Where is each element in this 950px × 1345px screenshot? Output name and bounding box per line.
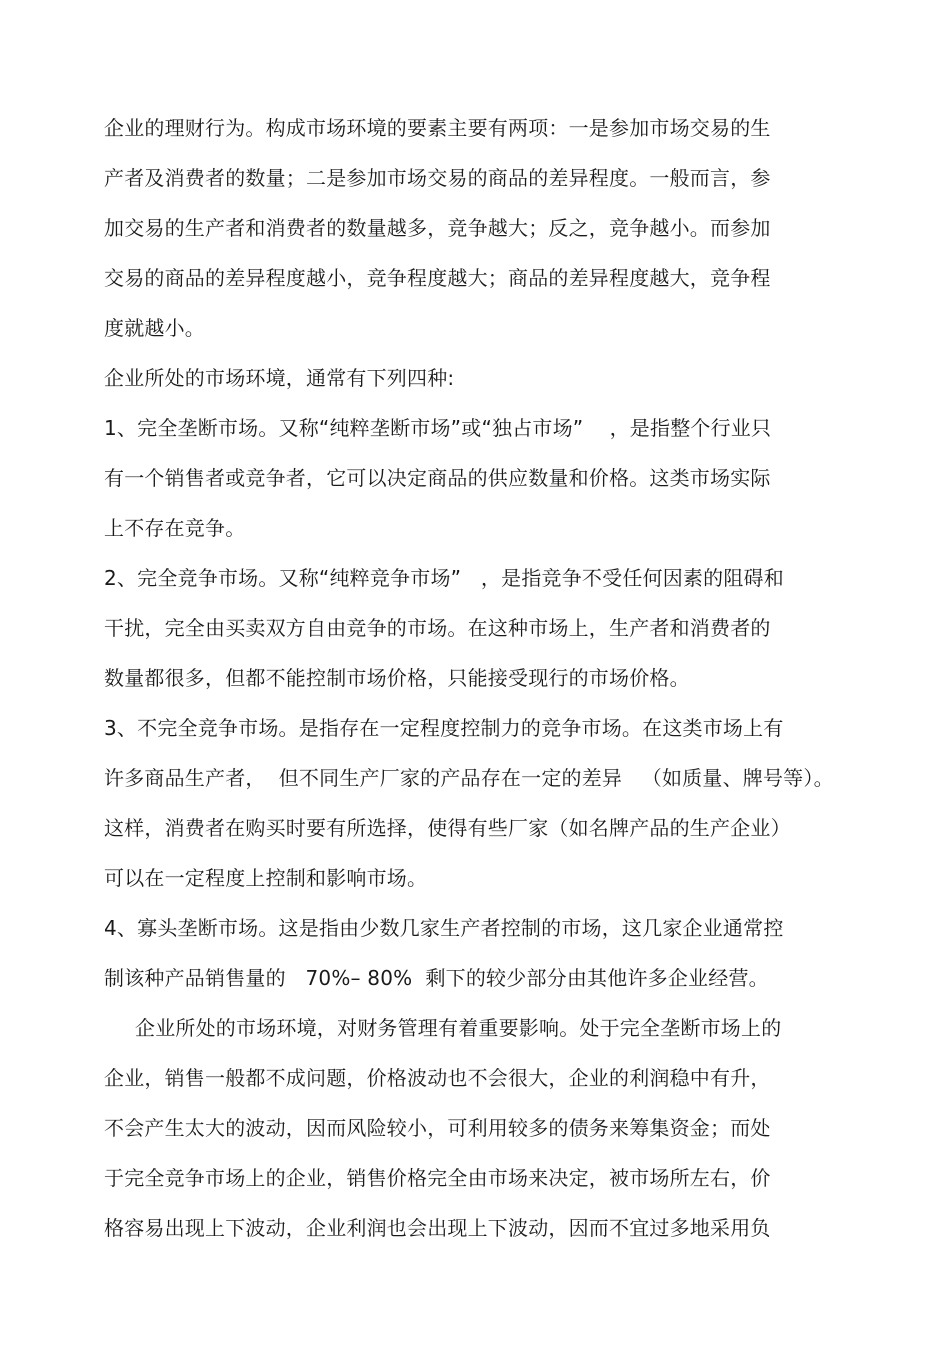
text-line: 企业所处的市场环境，对财务管理有着重要影响。处于完全垄断市场上的 bbox=[135, 1016, 782, 1040]
text-line: 交易的商品的差异程度越小，竞争程度越大；商品的差异程度越大，竞争程 bbox=[104, 266, 771, 290]
text-line: 数量都很多，但都不能控制市场价格，只能接受现行的市场价格。 bbox=[104, 666, 690, 690]
text-line: 有一个销售者或竞争者，它可以决定商品的供应数量和价格。这类市场实际 bbox=[104, 466, 771, 490]
text-line: 不会产生太大的波动，因而风险较小，可利用较多的债务来筹集资金；而处 bbox=[104, 1116, 771, 1140]
text-line: 企业，销售一般都不成问题，价格波动也不会很大，企业的利润稳中有升， bbox=[104, 1066, 771, 1090]
text-line: 企业所处的市场环境，通常有下列四种: bbox=[104, 366, 455, 390]
text-line: 这样，消费者在购买时要有所选择，使得有些厂家（如名牌产品的生产企业） bbox=[104, 816, 791, 840]
text-line: 格容易出现上下波动，企业利润也会出现上下波动，因而不宜过多地采用负 bbox=[104, 1216, 771, 1240]
text-line: 可以在一定程度上控制和影响市场。 bbox=[104, 866, 428, 890]
text-line: 加交易的生产者和消费者的数量越多，竞争越大；反之，竞争越小。而参加 bbox=[104, 216, 771, 240]
text-line: 上不存在竞争。 bbox=[104, 516, 246, 540]
text-line: 产者及消费者的数量；二是参加市场交易的商品的差异程度。一般而言，参 bbox=[104, 166, 771, 190]
text-line: 企业的理财行为。构成市场环境的要素主要有两项：一是参加市场交易的生 bbox=[104, 116, 771, 140]
text-line: 3、不完全竞争市场。是指存在一定程度控制力的竞争市场。在这类市场上有 bbox=[104, 716, 784, 740]
text-line: 许多商品生产者， 但不同生产厂家的产品存在一定的差异 （如质量、牌号等）。 bbox=[104, 766, 834, 790]
text-line: 干扰，完全由买卖双方自由竞争的市场。在这种市场上，生产者和消费者的 bbox=[104, 616, 771, 640]
text-line: 1、完全垄断市场。又称“纯粹垄断市场”或“独占市场” ，是指整个行业只 bbox=[104, 416, 772, 440]
text-line: 度就越小。 bbox=[104, 316, 205, 340]
text-line: 于完全竞争市场上的企业，销售价格完全由市场来决定，被市场所左右，价 bbox=[104, 1166, 771, 1190]
text-line: 2、完全竞争市场。又称“纯粹竞争市场” ，是指竞争不受任何因素的阻碍和 bbox=[104, 566, 784, 590]
text-line: 制该种产品销售量的 70%– 80% 剩下的较少部分由其他许多企业经营。 bbox=[104, 966, 769, 990]
text-line: 4、寡头垄断市场。这是指由少数几家生产者控制的市场，这几家企业通常控 bbox=[104, 916, 784, 940]
